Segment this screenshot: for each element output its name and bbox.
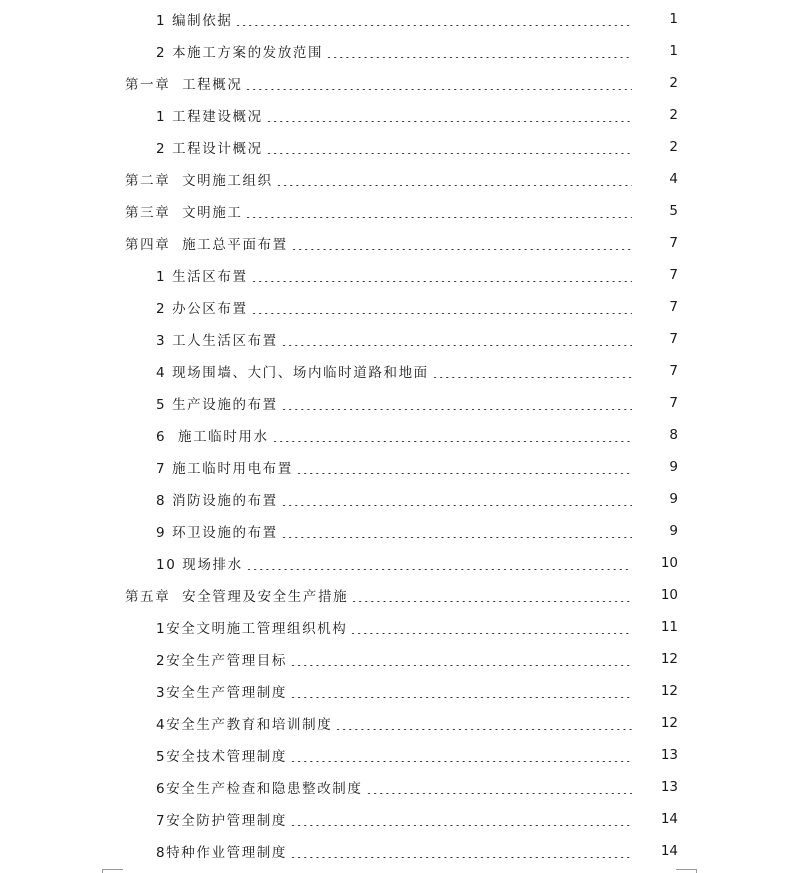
- toc-page-number: 7: [669, 267, 678, 283]
- toc-section-entry[interactable]: [0, 99, 797, 131]
- toc-section-entry[interactable]: [0, 515, 797, 547]
- toc-entry-title: 7安全防护管理制度: [156, 813, 287, 829]
- toc-page-number: 13: [660, 779, 678, 795]
- toc-dot-leader: [290, 857, 632, 858]
- toc-dot-leader: [281, 537, 632, 538]
- toc-section-entry[interactable]: [0, 259, 797, 291]
- toc-section-entry[interactable]: [0, 3, 797, 35]
- toc-section-entry[interactable]: [0, 803, 797, 835]
- toc-page-number: 12: [660, 715, 678, 731]
- toc-entry-title: 第二章 文明施工组织: [125, 173, 273, 189]
- toc-entry-title: 第五章 安全管理及安全生产措施: [125, 589, 349, 605]
- toc-section-entry[interactable]: [0, 835, 797, 867]
- toc-section-entry[interactable]: [0, 131, 797, 163]
- toc-dot-leader: [266, 121, 632, 122]
- toc-page-number: 12: [660, 651, 678, 667]
- toc-section-entry[interactable]: [0, 547, 797, 579]
- toc-chapter-entry[interactable]: [0, 195, 797, 227]
- toc-page-number: 4: [669, 171, 678, 187]
- toc-section-entry[interactable]: [0, 675, 797, 707]
- toc-entry-title: 9 环卫设施的布置: [156, 525, 278, 541]
- toc-entry-title: 7 施工临时用电布置: [156, 461, 293, 477]
- toc-entry-title: 2安全生产管理目标: [156, 653, 287, 669]
- toc-dot-leader: [432, 377, 632, 378]
- table-of-contents: [0, 3, 797, 867]
- toc-entry-title: 2 工程设计概况: [156, 141, 263, 157]
- toc-entry-title: 1 编制依据: [156, 13, 233, 29]
- toc-dot-leader: [290, 761, 632, 762]
- toc-entry-title: 5 生产设施的布置: [156, 397, 278, 413]
- toc-page-number: 10: [660, 587, 678, 603]
- toc-chapter-entry[interactable]: [0, 163, 797, 195]
- toc-page-number: 7: [669, 395, 678, 411]
- toc-page-number: 10: [660, 555, 678, 571]
- toc-entry-title: 第一章 工程概况: [125, 77, 243, 93]
- toc-dot-leader: [272, 441, 632, 442]
- toc-dot-leader: [245, 89, 632, 90]
- toc-section-entry[interactable]: [0, 35, 797, 67]
- toc-chapter-entry[interactable]: [0, 67, 797, 99]
- toc-dot-leader: [290, 825, 632, 826]
- toc-page-number: 7: [669, 299, 678, 315]
- toc-dot-leader: [326, 57, 632, 58]
- toc-entry-title: 1 工程建设概况: [156, 109, 263, 125]
- toc-page-number: 11: [660, 619, 678, 635]
- toc-page-number: 9: [669, 459, 678, 475]
- toc-entry-title: 第三章 文明施工: [125, 205, 243, 221]
- toc-dot-leader: [335, 729, 632, 730]
- toc-section-entry[interactable]: [0, 291, 797, 323]
- toc-dot-leader: [350, 633, 632, 634]
- toc-dot-leader: [246, 569, 632, 570]
- toc-page-number: 14: [660, 811, 678, 827]
- toc-entry-title: 4安全生产教育和培训制度: [156, 717, 333, 733]
- toc-dot-leader: [351, 601, 632, 602]
- toc-section-entry[interactable]: [0, 355, 797, 387]
- toc-entry-title: 5安全技术管理制度: [156, 749, 287, 765]
- toc-dot-leader: [281, 345, 632, 346]
- toc-section-entry[interactable]: [0, 643, 797, 675]
- toc-dot-leader: [235, 25, 632, 26]
- toc-section-entry[interactable]: [0, 483, 797, 515]
- toc-page-number: 14: [660, 843, 678, 859]
- toc-section-entry[interactable]: [0, 387, 797, 419]
- toc-chapter-entry[interactable]: [0, 227, 797, 259]
- toc-entry-title: 6安全生产检查和隐患整改制度: [156, 781, 363, 797]
- toc-entry-title: 6 施工临时用水: [156, 429, 269, 445]
- page-corner-mark-right: [676, 869, 697, 873]
- toc-page-number: 1: [669, 11, 678, 27]
- toc-dot-leader: [266, 153, 632, 154]
- toc-entry-title: 3 工人生活区布置: [156, 333, 278, 349]
- toc-page-number: 1: [669, 43, 678, 59]
- toc-page-number: 7: [669, 235, 678, 251]
- toc-dot-leader: [296, 473, 632, 474]
- toc-dot-leader: [251, 281, 632, 282]
- toc-section-entry[interactable]: [0, 451, 797, 483]
- toc-entry-title: 2 办公区布置: [156, 301, 248, 317]
- toc-section-entry[interactable]: [0, 739, 797, 771]
- toc-page-number: 7: [669, 363, 678, 379]
- toc-dot-leader: [281, 505, 632, 506]
- toc-page-number: 2: [669, 75, 678, 91]
- page-corner-mark-left: [102, 869, 123, 873]
- toc-page-number: 12: [660, 683, 678, 699]
- toc-dot-leader: [281, 409, 632, 410]
- toc-entry-title: 1安全文明施工管理组织机构: [156, 621, 348, 637]
- toc-section-entry[interactable]: [0, 771, 797, 803]
- toc-page-number: 9: [669, 491, 678, 507]
- toc-page-number: 2: [669, 139, 678, 155]
- toc-page-number: 13: [660, 747, 678, 763]
- toc-chapter-entry[interactable]: [0, 579, 797, 611]
- toc-dot-leader: [276, 185, 632, 186]
- toc-entry-title: 10 现场排水: [156, 557, 243, 573]
- toc-dot-leader: [290, 697, 632, 698]
- toc-entry-title: 3安全生产管理制度: [156, 685, 287, 701]
- toc-entry-title: 第四章 施工总平面布置: [125, 237, 288, 253]
- toc-entry-title: 1 生活区布置: [156, 269, 248, 285]
- toc-section-entry[interactable]: [0, 323, 797, 355]
- toc-page-number: 8: [669, 427, 678, 443]
- toc-section-entry[interactable]: [0, 611, 797, 643]
- toc-dot-leader: [291, 249, 632, 250]
- toc-entry-title: 8 消防设施的布置: [156, 493, 278, 509]
- toc-dot-leader: [290, 665, 632, 666]
- toc-entry-title: 2 本施工方案的发放范围: [156, 45, 324, 61]
- toc-entry-title: 8特种作业管理制度: [156, 845, 287, 861]
- toc-page-number: 2: [669, 107, 678, 123]
- toc-page-number: 7: [669, 331, 678, 347]
- toc-dot-leader: [251, 313, 632, 314]
- toc-section-entry[interactable]: [0, 419, 797, 451]
- toc-dot-leader: [366, 793, 633, 794]
- toc-entry-title: 4 现场围墙、大门、场内临时道路和地面: [156, 365, 429, 381]
- toc-page-number: 5: [669, 203, 678, 219]
- toc-dot-leader: [245, 217, 632, 218]
- toc-page-number: 9: [669, 523, 678, 539]
- toc-section-entry[interactable]: [0, 707, 797, 739]
